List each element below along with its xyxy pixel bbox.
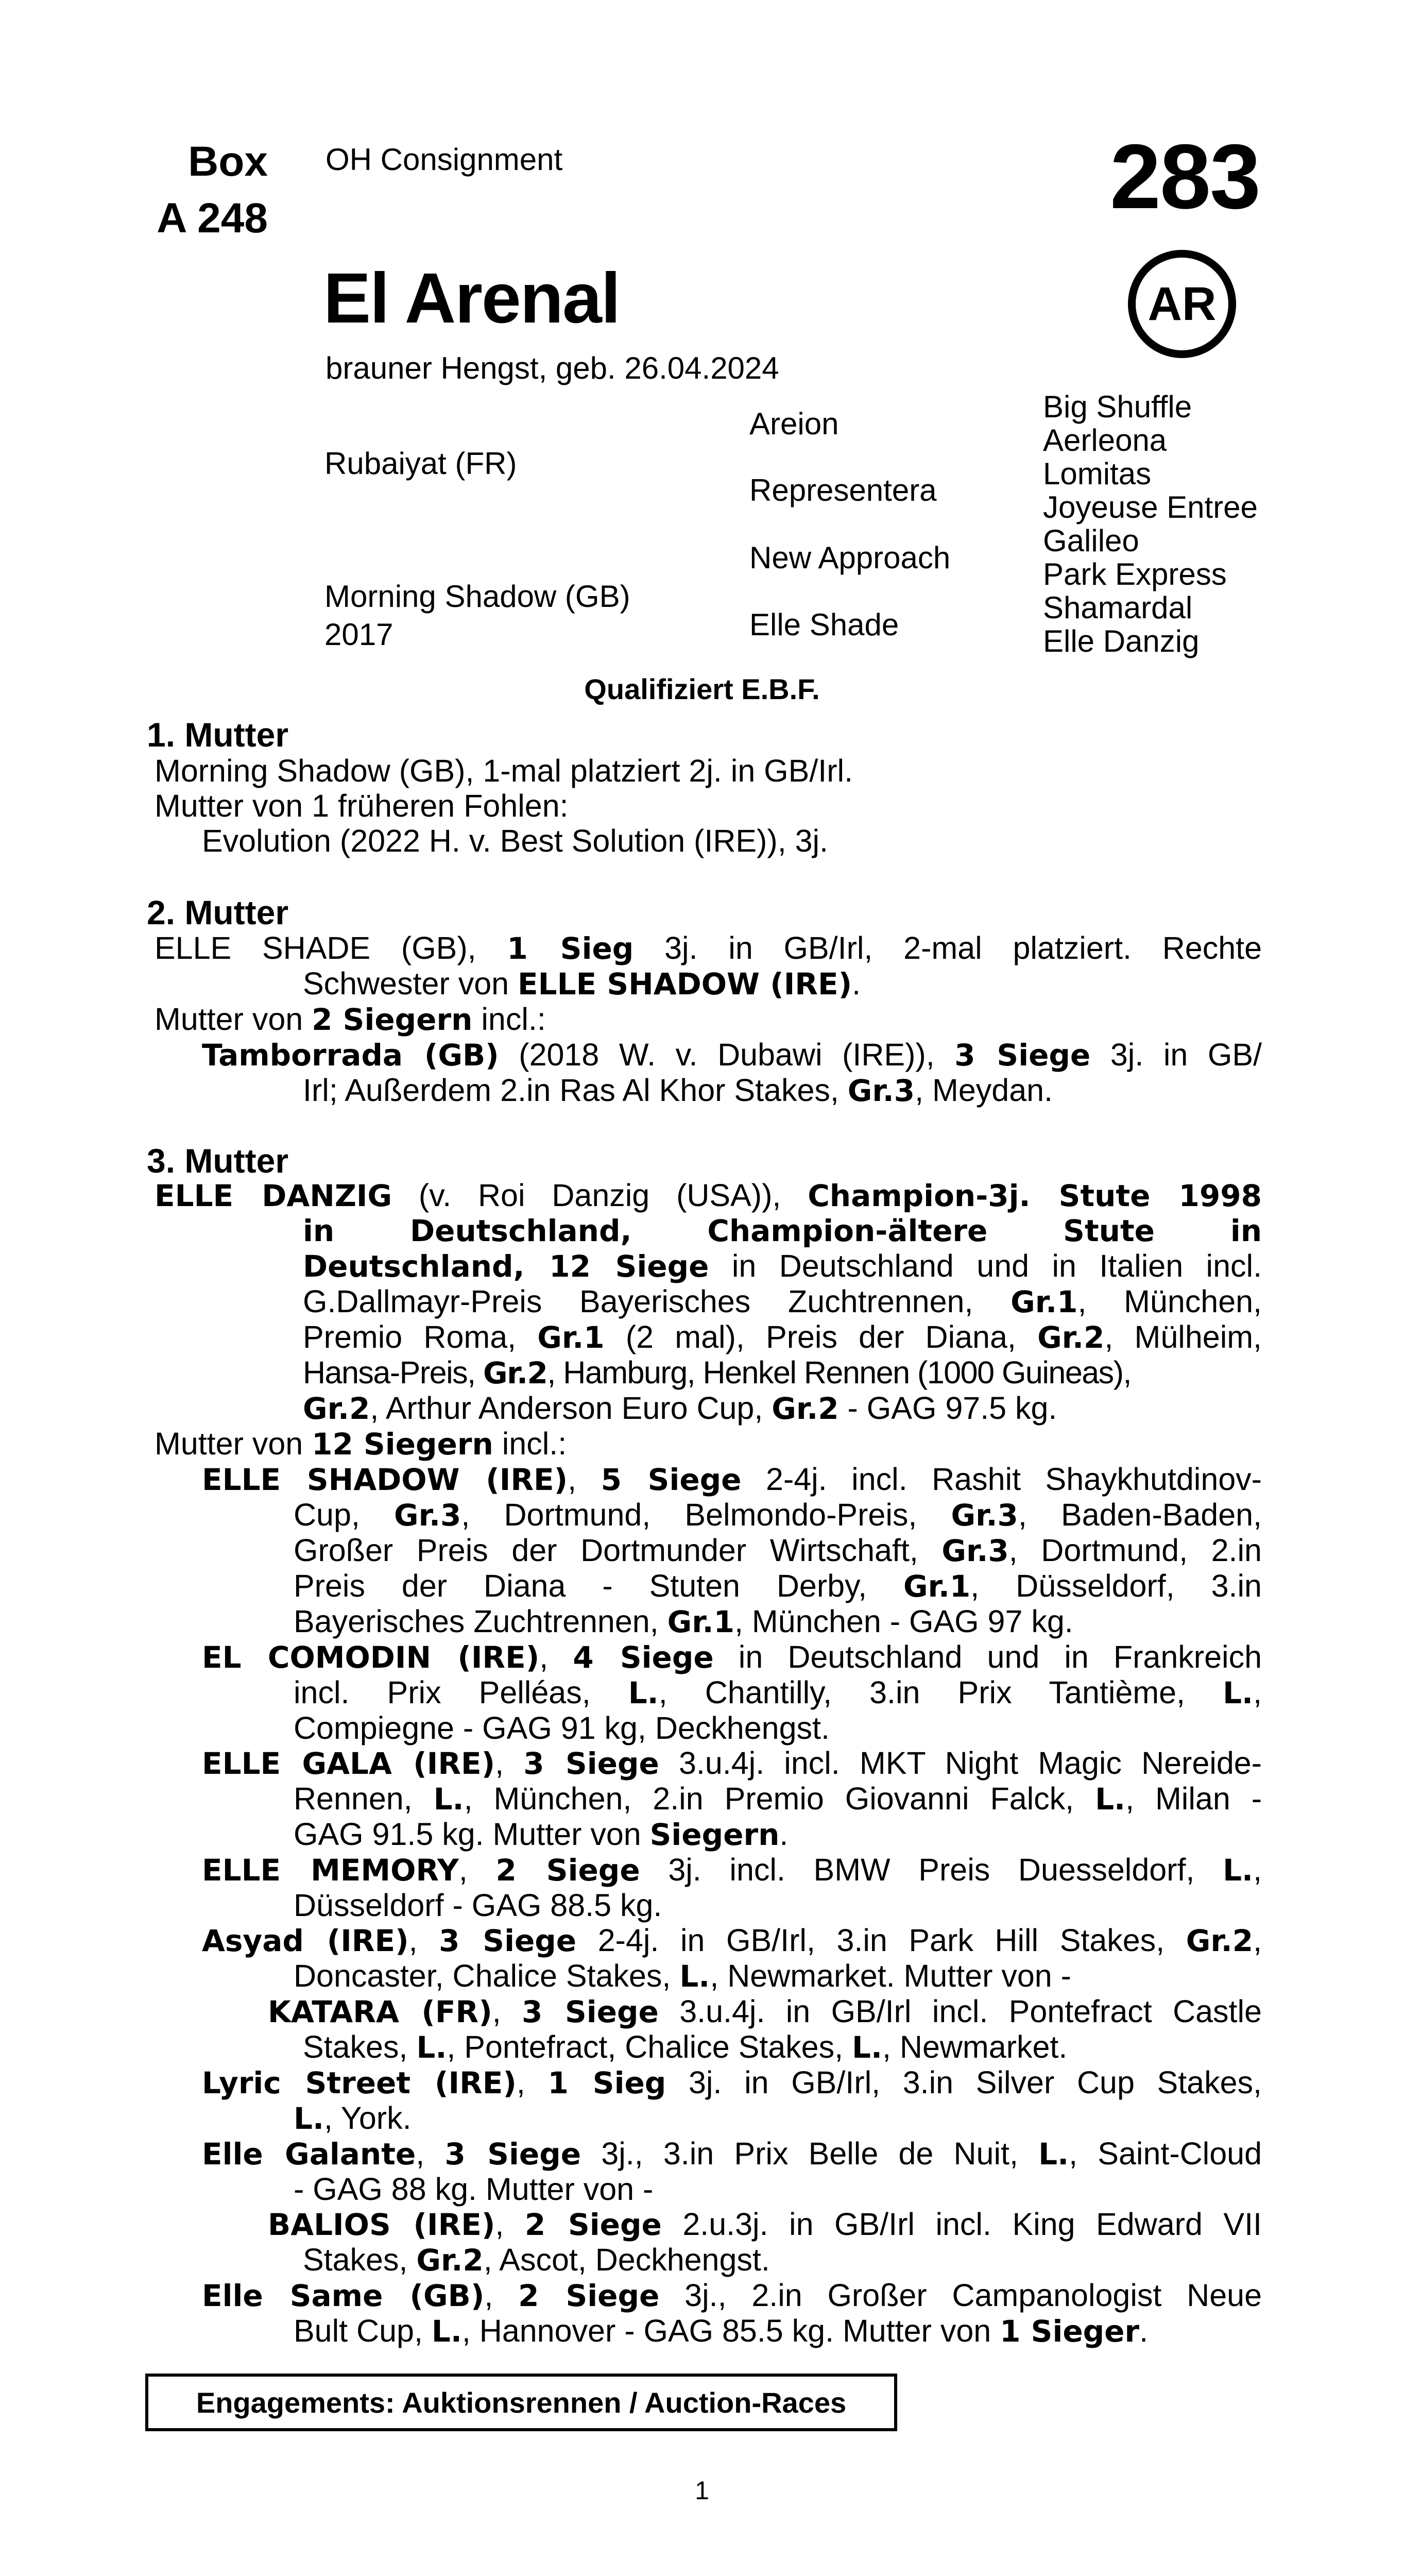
s2-line4: Tamborrada (GB) (2018 W. v. Dubawi (IRE)), 3 Siege 3j. in GB/	[202, 1037, 1262, 1073]
s3-ed-7: Gr.2, Arthur Anderson Euro Cup, Gr.2 - GAG 97.5 kg.	[303, 1391, 1057, 1426]
gen3-1: Big Shuffle	[1043, 389, 1192, 424]
gen3-8: Elle Danzig	[1043, 624, 1200, 658]
s3-ec-2: incl. Prix Pelléas, L., Chantilly, 3.in Prix Tantième, L.,	[294, 1675, 1262, 1710]
dam-year: 2017	[324, 617, 393, 652]
s3-as-1: Asyad (IRE), 3 Siege 2-4j. in GB/Irl, 3.in Park Hill Stakes, Gr.2,	[202, 1923, 1262, 1958]
sire-sire: Areion	[749, 406, 839, 441]
box-number: A 248	[157, 195, 268, 242]
s3-es-5: Bayerisches Zuchtrennen, Gr.1, München - GAG 97 kg.	[294, 1604, 1073, 1639]
s3-es-4: Preis der Diana - Stuten Derby, Gr.1, Düsseldorf, 3.in	[294, 1568, 1262, 1604]
gen3-7: Shamardal	[1043, 590, 1193, 625]
s1-line1: Morning Shadow (GB), 1-mal platziert 2j. in GB/Irl.	[155, 753, 853, 788]
section-1-body	[155, 753, 1262, 858]
s3-ed-1: ELLE DANZIG (v. Roi Danzig (USA)), Champion-3j. Stute 1998	[155, 1178, 1262, 1213]
sire: Rubaiyat (FR)	[324, 446, 517, 481]
s3-eg2-2: - GAG 88 kg. Mutter von -	[294, 2172, 654, 2207]
s2-line1: ELLE SHADE (GB), 1 Sieg 3j. in GB/Irl, 2-mal platziert. Rechte	[155, 930, 1262, 966]
section-2-body	[155, 930, 1262, 1108]
dam-dam: Elle Shade	[749, 607, 899, 642]
s3-eg2-1: Elle Galante, 3 Siege 3j., 3.in Prix Belle de Nuit, L., Saint-Cloud	[202, 2136, 1262, 2172]
gen3-4: Joyeuse Entree	[1043, 490, 1258, 524]
s3-es-3: Großer Preis der Dortmunder Wirtschaft, Gr.3, Dortmund, 2.in	[294, 1533, 1262, 1568]
s3-ed-2: in Deutschland, Champion-ältere Stute in	[303, 1213, 1262, 1248]
s3-em-2: Düsseldorf - GAG 88.5 kg.	[294, 1888, 662, 1923]
s3-esa-2: Bult Cup, L., Hannover - GAG 85.5 kg. Mutter von 1 Sieger.	[294, 2313, 1149, 2349]
s3-ls-2: L., York.	[294, 2100, 412, 2136]
s3-es-2: Cup, Gr.3, Dortmund, Belmondo-Preis, Gr.3, Baden-Baden,	[294, 1497, 1262, 1533]
s3-ed-6: Hansa-Preis, Gr.2, Hamburg, Henkel Rennen (1000 Guineas),	[303, 1355, 1131, 1391]
s3-es-1: ELLE SHADOW (IRE), 5 Siege 2-4j. incl. Rashit Shaykhutdinov-	[202, 1462, 1262, 1497]
horse-name: El Arenal	[323, 259, 620, 338]
s2-line3: Mutter von 2 Siegern incl.:	[155, 1002, 546, 1037]
s3-eg-3: GAG 91.5 kg. Mutter von Siegern.	[294, 1817, 789, 1852]
consignment: OH Consignment	[326, 142, 563, 177]
box-label: Box	[188, 138, 268, 185]
s3-ba-2: Stakes, Gr.2, Ascot, Deckhengst.	[303, 2242, 770, 2278]
engagements-box: Engagements: Auktionsrennen / Auction-Races	[145, 2374, 897, 2431]
s3-ed-3: Deutschland, 12 Siege in Deutschland und in Italien incl.	[303, 1248, 1262, 1284]
dam: Morning Shadow (GB)	[324, 579, 630, 614]
ar-badge-icon: AR	[1128, 250, 1236, 358]
sire-dam: Representera	[749, 473, 937, 507]
s3-ka-1: KATARA (FR), 3 Siege 3.u.4j. in GB/Irl incl. Pontefract Castle	[268, 1994, 1262, 2029]
s1-line2: Mutter von 1 früheren Fohlen:	[155, 788, 569, 823]
horse-description: brauner Hengst, geb. 26.04.2024	[326, 351, 779, 385]
s3-eg-1: ELLE GALA (IRE), 3 Siege 3.u.4j. incl. MKT Night Magic Nereide-	[202, 1745, 1262, 1781]
s3-mutter: Mutter von 12 Siegern incl.:	[155, 1426, 567, 1462]
lot-number: 283	[1110, 125, 1260, 228]
dam-sire: New Approach	[749, 540, 951, 575]
s2-line2: Schwester von ELLE SHADOW (IRE).	[303, 966, 861, 1002]
s3-eg-2: Rennen, L., München, 2.in Premio Giovanni Falck, L., Milan -	[294, 1781, 1262, 1817]
s1-line3: Evolution (2022 H. v. Best Solution (IRE)), 3j.	[202, 823, 829, 858]
s3-ed-5: Premio Roma, Gr.1 (2 mal), Preis der Diana, Gr.2, Mülheim,	[303, 1319, 1262, 1355]
qualification: Qualifiziert E.B.F.	[584, 673, 820, 705]
gen3-3: Lomitas	[1043, 456, 1152, 491]
gen3-2: Aerleona	[1043, 423, 1167, 457]
s3-ba-1: BALIOS (IRE), 2 Siege 2.u.3j. in GB/Irl incl. King Edward VII	[268, 2207, 1262, 2242]
s3-ed-4: G.Dallmayr-Preis Bayerisches Zuchtrennen, Gr.1, München,	[303, 1284, 1262, 1319]
s3-ec-3: Compiegne - GAG 91 kg, Deckhengst.	[294, 1710, 830, 1745]
s3-ec-1: EL COMODIN (IRE), 4 Siege in Deutschland und in Frankreich	[202, 1639, 1262, 1675]
section-title-3: 3. Mutter	[147, 1142, 289, 1180]
s3-esa-1: Elle Same (GB), 2 Siege 3j., 2.in Großer Campanologist Neue	[202, 2278, 1262, 2313]
page-number: 1	[695, 2476, 709, 2505]
section-3-body	[155, 1178, 1262, 2349]
s3-ls-1: Lyric Street (IRE), 1 Sieg 3j. in GB/Irl, 3.in Silver Cup Stakes,	[202, 2065, 1262, 2100]
gen3-6: Park Express	[1043, 557, 1227, 591]
s3-ka-2: Stakes, L., Pontefract, Chalice Stakes, L., Newmarket.	[303, 2029, 1068, 2065]
s3-em-1: ELLE MEMORY, 2 Siege 3j. incl. BMW Preis Duesseldorf, L.,	[202, 1852, 1262, 1888]
gen3-5: Galileo	[1043, 523, 1139, 558]
section-title-2: 2. Mutter	[147, 893, 289, 931]
s2-line5: Irl; Außerdem 2.in Ras Al Khor Stakes, Gr.3, Meydan.	[303, 1073, 1053, 1108]
s3-as-2: Doncaster, Chalice Stakes, L., Newmarket. Mutter von -	[294, 1958, 1071, 1994]
section-title-1: 1. Mutter	[147, 716, 289, 754]
